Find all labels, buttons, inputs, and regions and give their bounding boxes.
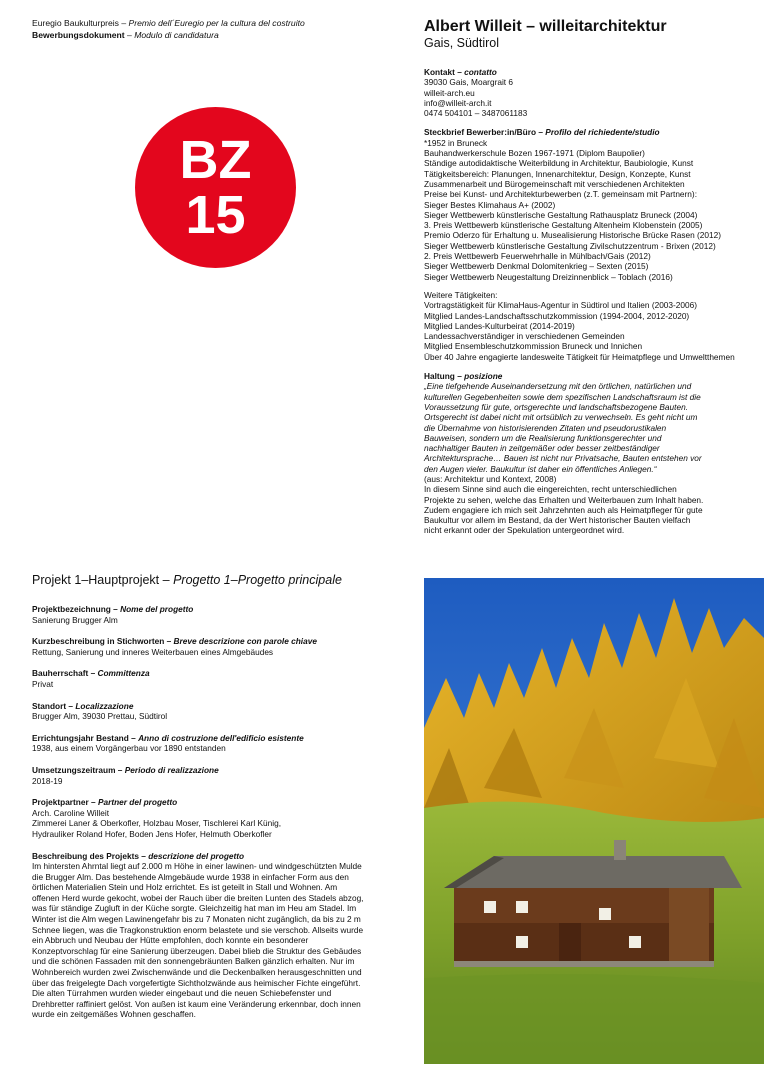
description-line: Winter ist die Alm wegen Lawinengefahr bis zu 7 Monaten nicht zugänglich, da bis zu 2 m <box>32 914 361 925</box>
field-value: Arch. Caroline Willeit <box>32 807 109 818</box>
activity-line: Landessachverständiger in verschiedenen Gemeinden <box>424 331 625 342</box>
quote-line: „Eine tiefgehende Auseinandersetzung mit den örtlichen, natürlichen und <box>424 381 692 392</box>
applicant-place: Gais, Südtirol <box>424 36 500 50</box>
field-implementation-period: Umsetzungszeitraum – Periodo di realizzazione 2018-19 <box>32 765 402 786</box>
description-line: über das freigelegte Dach vorgefertigte Sichtholzwände aus heimischer Fichte eingeführt. <box>32 977 361 988</box>
field-value: 1938, aus einem Vorgängerbau vor 1890 entstanden <box>32 743 226 754</box>
field-value: 2018-19 <box>32 775 63 786</box>
description-line: was für ständige Zugluft in der Küche sorgte. Gleichzeitig hat man im Heu am Stadel. Im <box>32 903 357 914</box>
quote-line: Ortsgerecht ist dabei nicht mit ortsüblich zu verwechseln. Es geht nicht um <box>424 412 698 423</box>
stance-text <box>424 474 746 536</box>
activity-line: Mitglied Landes-Landschaftsschutzkommission (1994-2004, 2012-2020) <box>424 310 690 321</box>
profile-line: Premio Oderzo für Erhaltung u. Musealisierung Historische Brücke Rasen (2012) <box>424 230 721 241</box>
document-type-it: Modulo di candidatura <box>134 29 219 40</box>
field-project-description: Beschreibung des Projekts – descrizione del progetto Im hintersten Ahrntal liegt auf 2.000 m Höhe in einer lawinen- und windgeschützten Mulde die Brugger Alm. Das bestehende Almgebäude wurde 1938 in einfacher Form aus den örtlichen Materialien Stein und Holz errichtet. Es ist geteilt in Stall und Wohnen. Am offenen Herd wurde gekocht, wobei der Rauch über die breiten Lunten des Stadels abzog, was für ständige Zugluft in der Küche sorgte. Gleichzeitig hat man im Heu am Stadel. Im Winter ist die Alm wegen Lawinengefahr bis zu 7 Monaten nicht zugänglich, da bis zu 2 m Schnee liegen, was die Tragkonstruktion enorm belastete und sie verschob. Allseits wurde ein Abbruch und Neubau der Hütte empfohlen, doch konnte ein besonderer Konzeptvorschlag für eine Sanierung überzeugen. Dabei blieb die Struktur des Gebäudes und die schönen Fassaden mit den sonnengebräunten Balken gänzlich erhalten. Nur im Wohnbereich wurden zwei Zwischenwände und die Deckenbalken herausgeschnitten und über das freigelegte Dach vorgefertigte Sichtholzwände aus heimischer Fichte eingeführt. Die alten Türrahmen wurden wieder eingebaut und die neuen Schiebefenster und Drehbretter raffiniert gelöst. Von außen ist kaum eine Veränderung erkennbar, doch innen wurde ein zeitgemäßes Wohnen geschaffen. <box>32 851 402 1021</box>
profile-line: 3. Preis Wettbewerb künstlerische Gestaltung Altenheim Klobenstein (2005) <box>424 220 703 231</box>
stance-line: Zudem engagiere ich mich seit Jahrzehnten auch als Heimatpfleger für gute <box>424 504 703 515</box>
badge-number: 15 <box>185 184 246 245</box>
document-type-line: Bewerbungsdokument – Modulo di candidatura <box>32 29 219 40</box>
contact-phone: 0474 504101 – 3487061183 <box>424 108 528 119</box>
description-line: örtlichen Materialien Stein und Holz errichtet. Es ist geteilt in Stall und Wohnen. Am <box>32 882 338 893</box>
stance-line: (aus: Architektur und Kontext, 2008) <box>424 473 557 484</box>
applicant-name: Albert Willeit – willeitarchitektur <box>424 18 667 35</box>
project-photo <box>424 578 764 1064</box>
field-project-partners: Projektpartner – Partner del progetto Arch. Caroline Willeit Zimmerei Laner & Oberkofler, Holzbau Moser, Tischlerei Karl Künig, Hydrauliker Roland Hofer, Boden Jens Hofer, Helmuth Oberkofler <box>32 797 402 839</box>
profile-line: Sieger Wettbewerb künstlerische Gestaltung Rathausplatz Bruneck (2004) <box>424 209 698 220</box>
description-line: wurde ein zeitgemäßes Wohnen geschaffen. <box>32 1009 196 1020</box>
description-line: Drehbretter raffiniert gelöst. Von außen ist kaum eine Veränderung erkennbar, doch innen <box>32 998 361 1009</box>
field-value: Hydrauliker Roland Hofer, Boden Jens Hofer, Helmuth Oberkofler <box>32 828 272 839</box>
profile-line: Zusammenarbeit und Bürogemeinschaft mit verschiedenen Architekten <box>424 178 685 189</box>
description-line: Konzeptvorschlag für eine Sanierung überzeugen. Dabei blieb die Struktur des Gebäudes <box>32 945 362 956</box>
stance-line: Projekte zu sehen, welche das Erhalten und Weiterbauen zum Inhalt haben. <box>424 494 704 505</box>
activity-line: Vortragstätigkeit für KlimaHaus-Agentur in Südtirol und Italien (2003-2006) <box>424 300 698 311</box>
profile-line: Tätigkeitsbereich: Planungen, Innenarchitektur, Design, Konzepte, Kunst <box>424 168 691 179</box>
further-activities-label: Weitere Tätigkeiten: <box>424 289 498 300</box>
field-construction-year: Errichtungsjahr Bestand – Anno di costruzione dell'edificio esistente 1938, aus einem Vorgängerbau vor 1890 entstanden <box>32 733 402 754</box>
field-short-description: Kurzbeschreibung in Stichworten – Breve descrizione con parole chiave Rettung, Sanierung und inneres Weiterbauen eines Almgebäudes <box>32 636 402 657</box>
field-value: Privat <box>32 678 54 689</box>
quote-line: Bauweisen, sondern um die Realisierung funktionsgerechter und <box>424 432 662 443</box>
description-line: Wohnbereich wurden zwei Zwischenwände und die Deckenbalken herausgeschnitten und <box>32 967 362 978</box>
field-location: Standort – Localizzazione Brugger Alm, 39030 Prettau, Südtirol <box>32 701 402 722</box>
profile-line: Ständige autodidaktische Weiterbildung in Architektur, Baubiologie, Kunst <box>424 158 694 169</box>
activity-line: Über 40 Jahre engagierte landesweite Tätigkeit für Heimatpflege und Umweltthemen <box>424 351 735 362</box>
profile-line: Sieger Wettbewerb Denkmal Dolomitenkrieg – Sexten (2015) <box>424 261 649 272</box>
quote-line: nachhaltiger Bauten in zeitgemäßer oder besser zeitbeständiger <box>424 443 660 454</box>
further-activities <box>424 300 746 362</box>
profile-lines <box>424 138 746 282</box>
description-line: die Brugger Alm. Das bestehende Almgebäude wurde 1938 in einfacher Form aus den <box>32 871 349 882</box>
quote-line: Architektursprache… Bauen ist nicht nur Privatsache, Bauten entstehen vor <box>424 453 702 464</box>
foreground-grass <box>424 974 764 1064</box>
profile-line: Sieger Wettbewerb künstlerische Gestaltung Zivilschutzzentrum - Brixen (2012) <box>424 240 716 251</box>
description-line: ein Abbruch und Neubau der Hütte empfohlen, doch konnte ein besonderer <box>32 935 309 946</box>
activity-line: Mitglied Ensembleschutzkommission Bruneck und Innichen <box>424 341 643 352</box>
project-title: Projekt 1–Hauptprojekt – Progetto 1–Progetto principale <box>32 573 342 587</box>
profile-line: Sieger Wettbewerb Neugestaltung Dreizinnenblick – Toblach (2016) <box>424 271 673 282</box>
profile-line: Sieger Bestes Klimahaus A+ (2002) <box>424 199 556 210</box>
profile-line: 2. Preis Wettbewerb Feuerwehrhalle in Mühlbach/Gais (2012) <box>424 251 651 262</box>
document-type-de: Bewerbungsdokument <box>32 29 125 40</box>
contact-address: 39030 Gais, Moargrait 6 <box>424 77 514 88</box>
stance-quote <box>424 381 746 474</box>
quote-line: kulturellen Gegebenheiten sowie dem spezifischen Landschaftsraum ist die <box>424 391 701 402</box>
contact-email: info@willeit-arch.it <box>424 97 492 108</box>
stance-line: In diesem Sinne sind auch die eingereichten, recht unterschiedlichen <box>424 484 677 495</box>
stance-line: nicht erkannt oder der Spekulation untergeordnet wird. <box>424 525 625 536</box>
description-line: Im hintersten Ahrntal liegt auf 2.000 m Höhe in einer lawinen- und windgeschützten Mulde <box>32 861 362 872</box>
activity-line: Mitglied Landes-Kulturbeirat (2014-2019) <box>424 320 575 331</box>
field-value: Zimmerei Laner & Oberkofler, Holzbau Moser, Tischlerei Karl Künig, <box>32 818 282 829</box>
document-header <box>32 18 402 41</box>
field-project-name: Projektbezeichnung – Nome del progetto Sanierung Brugger Alm <box>32 604 402 625</box>
badge-region-code: BZ <box>179 129 252 190</box>
field-value: Brugger Alm, 39030 Prettau, Südtirol <box>32 711 168 722</box>
applicant-column <box>424 18 746 536</box>
quote-line: den Augen vieler. Baukultur ist daher ein öffentliches Anliegen.“ <box>424 463 657 474</box>
description-line: offenen Herd wurde gekocht, wobei der Rauch über die breiten Lunten des Stadels abzog, <box>32 892 364 903</box>
profile-line: *1952 in Bruneck <box>424 137 488 148</box>
contact-website: willeit-arch.eu <box>424 87 475 98</box>
stance-line: Baukultur vor allem im Bestand, da der Wert historischer Bauten vielfach <box>424 515 691 526</box>
project-section <box>32 573 402 1031</box>
quote-line: Voraussetzung für gute, ortsgerechte und landschaftsbezogene Bauten. <box>424 401 688 412</box>
profile-line: Bauhandwerkerschule Bozen 1967-1971 (Diplom Baupolier) <box>424 148 645 159</box>
prize-name-de: Euregio Baukulturpreis <box>32 18 119 28</box>
description-line: Die alten Türrahmen wurden wieder eingebaut und die neuen Schiebefenster und <box>32 988 332 999</box>
prize-name-it: Premio dell´Euregio per la cultura del costruito <box>128 18 305 28</box>
contact-heading: Kontakt – contatto <box>424 67 497 77</box>
prize-line: Euregio Baukulturpreis – Premio dell´Euregio per la cultura del costruito <box>32 18 305 28</box>
profile-line: Preise bei Kunst- und Architekturbewerben (z.T. gemeinsam mit Partnern): <box>424 189 697 200</box>
field-value: Rettung, Sanierung und inneres Weiterbauen eines Almgebäudes <box>32 646 274 657</box>
stance-heading: Haltung – posizione <box>424 371 503 382</box>
region-badge <box>135 107 296 268</box>
description-line: und die schönen Fassaden mit den sonnengebräunten Balken gänzlich erhalten. Nur im <box>32 956 355 967</box>
field-client: Bauherrschaft – Committenza Privat <box>32 668 402 689</box>
field-value: Sanierung Brugger Alm <box>32 614 118 625</box>
description-line: Schnee liegen, was die Tragkonstruktion enorm belastete und sie verschob. Allseits wurde <box>32 924 364 935</box>
quote-line: die Übernahme von historisierenden Zitaten und pseudorustikalen <box>424 422 667 433</box>
profile-heading: Steckbrief Bewerber:in/Büro – Profilo del richiedente/studio <box>424 127 660 138</box>
alpine-hut-photo <box>424 578 764 1064</box>
